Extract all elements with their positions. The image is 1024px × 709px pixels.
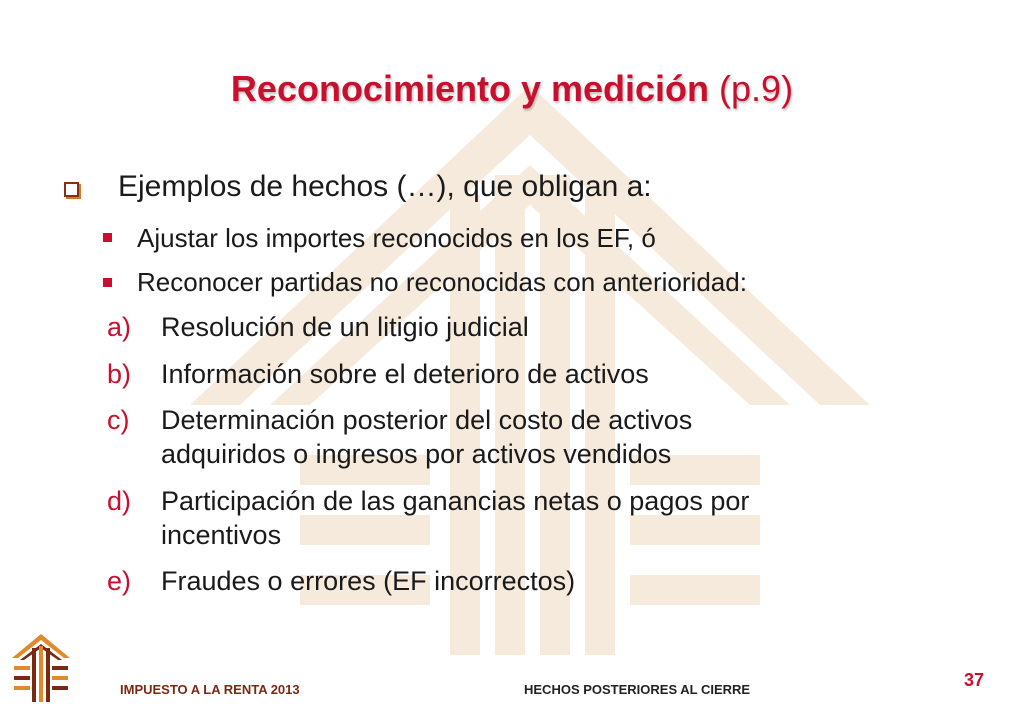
list-item-d-line2: incentivos (161, 520, 282, 550)
list-marker-a: a) (107, 312, 132, 342)
level2-text-2: Reconocer partidas no reconocidas con anterioridad: (137, 267, 747, 297)
footer-left-text: IMPUESTO A LA RENTA 2013 (120, 682, 300, 697)
list-marker-c: c) (107, 405, 130, 435)
title-main: Reconocimiento y medición (230, 68, 710, 109)
list-marker-d: d) (107, 486, 132, 516)
list-item-e: Fraudes o errores (EF incorrectos) (161, 566, 576, 596)
footer-center-text: HECHOS POSTERIORES AL CIERRE (524, 682, 751, 697)
square-bullet-icon (103, 278, 112, 287)
list-item-a: Resolución de un litigio judicial (161, 312, 529, 342)
level2-text-1: Ajustar los importes reconocidos en los EF, ó (137, 223, 656, 253)
list-item-c-line1: Determinación posterior del costo de activos (161, 405, 693, 435)
title-page-ref: (p.9) (719, 68, 794, 109)
square-bullet-icon (103, 233, 112, 242)
list-marker-e: e) (107, 566, 132, 596)
list-item-c-line2: adquiridos o ingresos por activos vendidos (161, 439, 672, 469)
list-item-d-line1: Participación de las ganancias netas o pagos por (161, 486, 750, 516)
list-item-b: Información sobre el deterioro de activos (161, 359, 649, 389)
list-marker-b: b) (107, 359, 132, 389)
logo-icon (10, 632, 72, 704)
level1-text: Ejemplos de hechos (…), que obligan a: (118, 170, 652, 203)
page-number: 37 (964, 670, 985, 690)
checkbox-bullet-icon (64, 182, 79, 197)
